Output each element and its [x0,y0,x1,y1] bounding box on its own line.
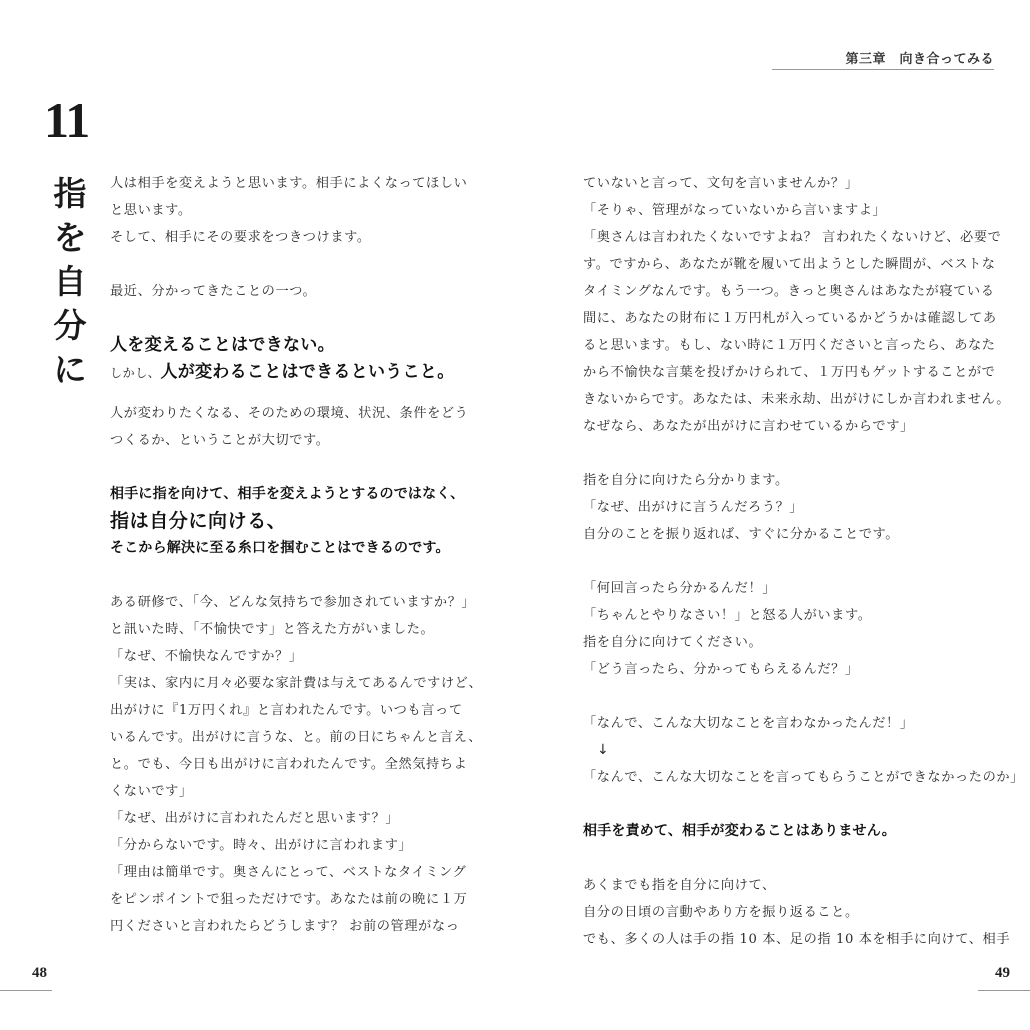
text-line: 人は相手を変えようと思います。相手によくなってほしい [110,176,468,191]
text-line: 指を自分に向けてください。 [583,635,763,650]
text-line: 指を自分に向けたら分かります。 [583,473,789,488]
text-line: いるんです。出がけに言うな、と。前の日にちゃんと言え、 [110,730,482,745]
section-title-char: 自 [53,262,87,301]
text-line: 人が変わりたくなる、そのための環境、状況、条件をどう [110,406,469,421]
text-line: 「実は、家内に月々必要な家計費は与えてあるんですけど、 [110,676,483,691]
text-line: と思います。 [110,203,192,218]
emphasis-lead: しかし、 [110,366,161,380]
emphasis-line: 相手を責めて、相手が変わることはありません。 [583,823,896,839]
paragraph-gap [583,791,1003,818]
emphasis-line: 相手に指を向けて、相手を変えようとするのではなく、 [110,486,465,502]
footer-rule-left [0,990,52,991]
text-line: 出がけに『1万円くれ』と言われたんです。いつも言って [110,703,463,718]
text-line: つくるか、ということが大切です。 [110,433,330,448]
page-number-right: 49 [995,965,1010,981]
text-line: 「どう言ったら、分かってもらえるんだ？」 [583,662,859,677]
text-line: 「理由は簡単です。奥さんにとって、ベストなタイミング [110,865,467,880]
text-line: 自分の日頃の言動やあり方を振り返ること。 [583,905,859,920]
emphasis-line-2 [110,359,480,386]
text-line: きないからです。あなたは、未来永劫、出がけにしか言われません。 [583,392,1011,407]
text-line: 「奥さんは言われたくないですよね？ 言われたくないけど、必要で [583,230,1002,245]
text-line: 「分からないです。時々、出がけに言われます」 [110,838,413,853]
section-title-char: を [53,218,87,257]
section-number: 11 [44,92,90,148]
paragraph-gap [583,845,1003,872]
text-line: でも、多くの人は手の指 10 本、足の指 10 本を相手に向けて、相手 [583,932,1011,947]
running-head-chapter-title: 第三章 向き合ってみる [845,52,994,67]
text-line: 「なぜ、不愉快なんですか？」 [110,649,303,664]
text-line: 「なぜ、出がけに言われたんだと思います？」 [110,811,400,826]
text-line: ある研修で、「今、どんな気持ちで参加されていますか？」 [110,595,476,610]
text-line: 「なんで、こんな大切なことを言ってもらうことができなかったのか」 [583,770,1024,785]
text-line: 自分のことを振り返れば、すぐに分かることです。 [583,527,900,542]
emphasis-text: 人が変わることはできるということ。 [160,362,455,382]
text-line: あくまでも指を自分に向けて、 [583,878,776,893]
text-line: 最近、分かってきたことの一つ。 [110,284,317,299]
footer-rule-right [978,990,1030,991]
text-line: す。ですから、あなたが靴を履いて出ようとした瞬間が、ベストな [583,257,996,272]
text-line: そして、相手にその要求をつきつけます。 [110,230,371,245]
text-line: 「ちゃんとやりなさい！」と怒る人がいます。 [583,608,872,623]
down-arrow-icon: ↓ [597,742,610,758]
right-body-text [583,170,1024,953]
text-line: 「なんで、こんな大切なことを言わなかったんだ！」 [583,716,914,731]
text-line: 間に、あなたの財布に１万円札が入っているかどうかは確認してあ [583,311,997,326]
section-title-char: 分 [53,306,87,345]
text-line: と。でも、今日も出がけに言われたんです。全然気持ちよ [110,757,468,772]
emphasis-line: 人を変えることはできない。 [110,335,335,355]
paragraph-gap [583,683,1003,710]
text-line: なぜなら、あなたが出がけに言わせているからです」 [583,419,914,434]
text-line: をピンポイントで狙っただけです。あなたは前の晩に１万 [110,892,468,907]
text-line: 円くださいと言われたらどうします？ お前の管理がなっ [110,919,460,934]
text-line: ていないと言って、文句を言いませんか？」 [583,176,859,191]
text-line: 「そりゃ、管理がなっていないから言いますよ」 [583,203,887,218]
text-line: から不愉快な言葉を投げかけられて、１万円もゲットすることがで [583,365,996,380]
paragraph-gap [110,251,480,278]
paragraph-gap [583,548,1003,575]
section-title-char: 指 [53,174,87,213]
section-title-char: に [53,350,87,389]
emphasis-line: そこから解決に至る糸口を掴むことはできるのです。 [110,540,450,556]
left-body-text [110,170,483,940]
text-line: タイミングなんです。もう一つ。きっと奥さんはあなたが寝ている [583,284,995,299]
emphasis-line: 指は自分に向ける、 [110,510,287,532]
paragraph-gap [110,562,480,589]
text-line: と訊いた時、「不愉快です」と答えた方がいました。 [110,622,435,637]
text-line: ると思います。もし、ない時に１万円くださいと言ったら、あなた [583,338,996,353]
right-page [515,0,1030,1030]
section-title-vertical [50,172,90,392]
text-line: くないです」 [110,784,193,799]
text-line: 「何回言ったら分かるんだ！」 [583,581,777,596]
page-number-left: 48 [32,965,47,981]
paragraph-gap [583,440,1003,467]
paragraph-gap [110,386,480,400]
text-line: 「なぜ、出がけに言うんだろう？」 [583,500,804,515]
header-rule [772,69,994,70]
paragraph-gap [110,454,480,481]
paragraph-gap [110,305,480,332]
